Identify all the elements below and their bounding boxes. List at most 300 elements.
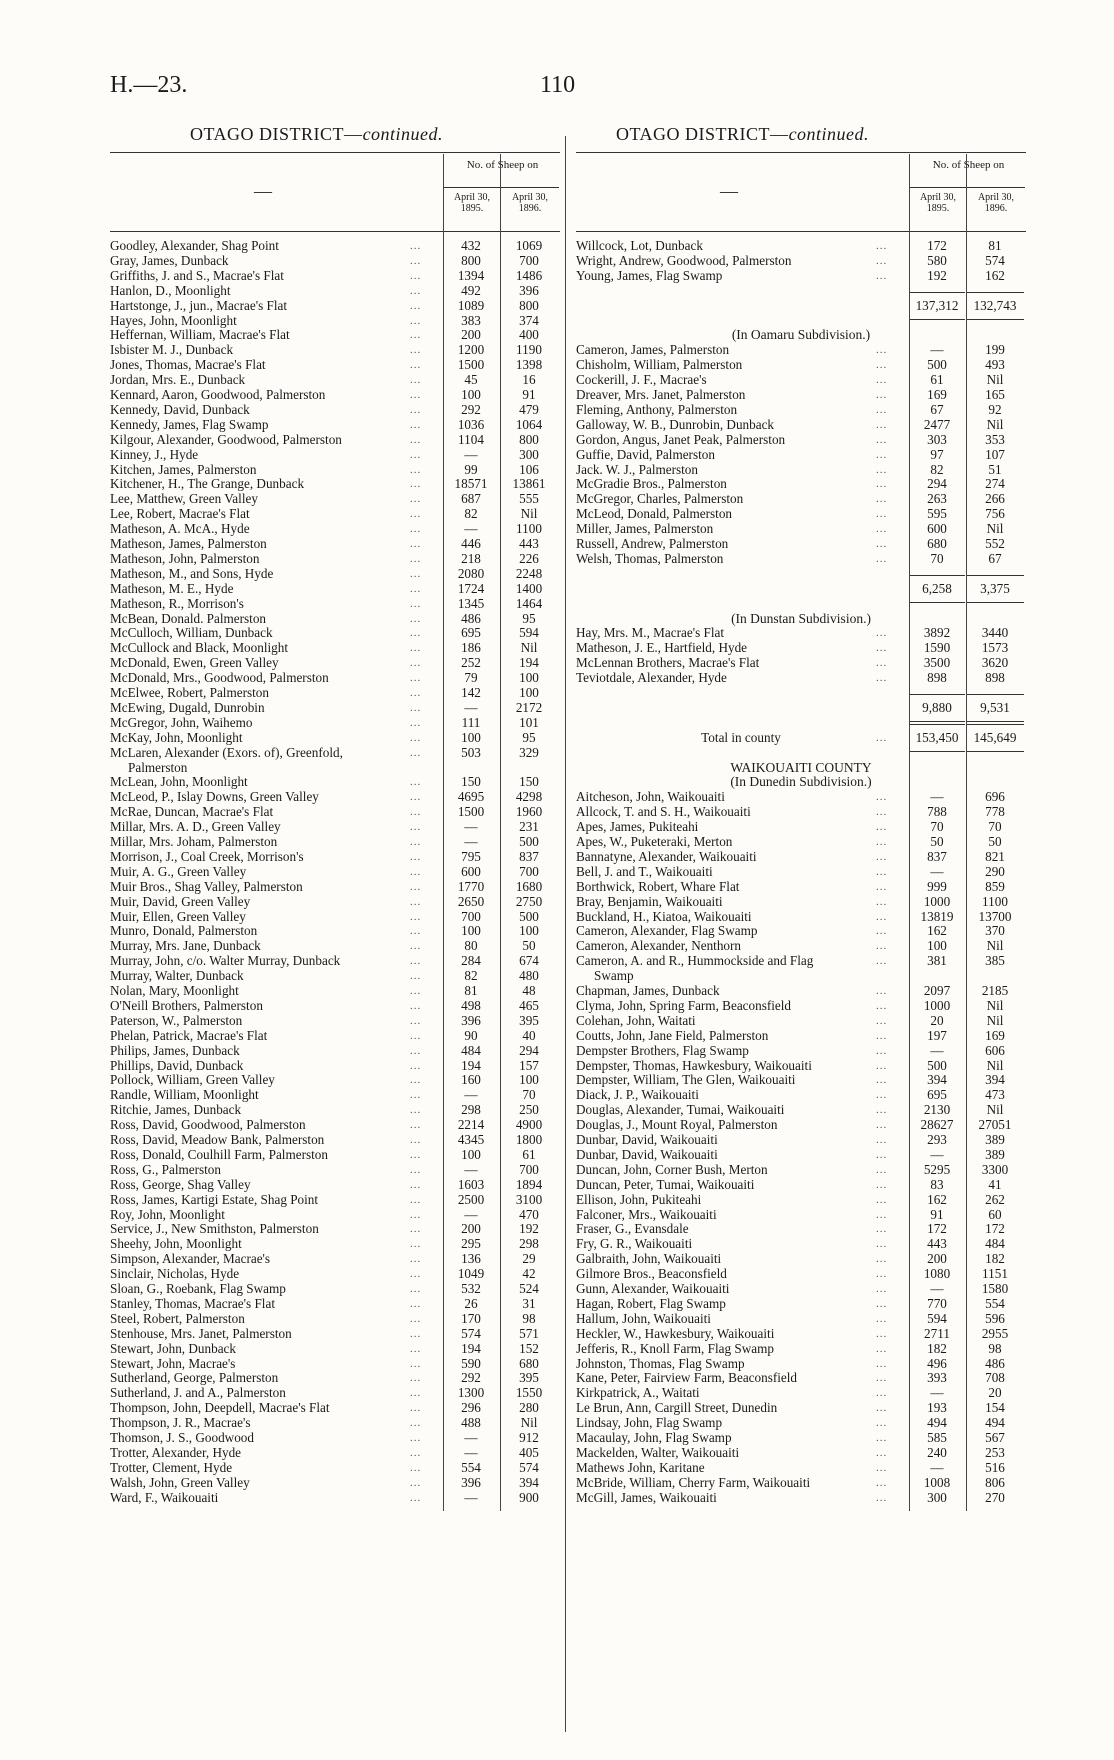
leader-dots: ...	[410, 1491, 422, 1504]
sheep-1895: 1590	[923, 640, 951, 656]
sheep-1895: 1104	[458, 431, 484, 447]
table-row	[576, 864, 1026, 880]
owner-name: Fry, G. R., Waikouaiti	[576, 1236, 693, 1252]
sheep-1895: 1008	[923, 1474, 951, 1490]
sheep-1896: 900	[519, 1489, 539, 1505]
sheep-1896: 270	[985, 1489, 1005, 1505]
owner-name: Matheson, A. McA., Hyde	[110, 521, 250, 537]
table-row	[110, 730, 560, 746]
leader-dots: ...	[410, 910, 422, 923]
leader-dots: ...	[876, 1238, 888, 1251]
sheep-1895: 554	[461, 1459, 481, 1475]
leader-dots: ...	[410, 1432, 422, 1444]
leader-dots: ...	[876, 1402, 888, 1415]
sheep-1896: 400	[519, 327, 539, 343]
owner-name: Buckland, H., Kiatoa, Waikouaiti	[576, 908, 752, 924]
owner-name: Thompson, J. R., Macrae's	[110, 1415, 251, 1431]
table-row	[576, 1430, 1026, 1446]
leader-dots: ...	[410, 985, 422, 997]
leader-dots: ...	[410, 1268, 422, 1281]
sheep-1896: 1464	[515, 595, 543, 611]
sheep-1895: 100	[461, 387, 481, 402]
sheep-1895: 172	[927, 238, 947, 253]
table-row	[576, 313, 1026, 329]
leader-dots: ...	[410, 1014, 422, 1027]
sheep-1896: 837	[519, 848, 539, 864]
sheep-1896: Nil	[986, 416, 1004, 432]
sheep-1896: 2248	[515, 565, 543, 581]
sheep-1896: 226	[519, 550, 539, 566]
table-row	[110, 551, 560, 567]
sheep-1895: 200	[927, 1251, 947, 1267]
table-row	[110, 670, 560, 686]
leader-dots: ...	[410, 1178, 422, 1191]
table-row	[576, 1251, 1026, 1267]
leader-dots: ...	[410, 403, 422, 416]
sheep-1896: 253	[985, 1444, 1005, 1460]
table-row	[110, 1490, 560, 1506]
table-row	[576, 953, 1026, 969]
sheep-1896: 1680	[515, 878, 543, 894]
table-row	[576, 596, 1026, 612]
leader-dots: ...	[410, 612, 422, 625]
table-row	[576, 238, 1026, 254]
sheep-1895: 590	[461, 1355, 481, 1371]
sheep-1895: 153,450	[909, 724, 965, 752]
leader-dots: ...	[410, 1148, 422, 1161]
table-row	[576, 462, 1026, 478]
owner-name: Stanley, Thomas, Macrae's Flat	[110, 1295, 275, 1311]
leader-dots: ...	[410, 314, 422, 327]
leader-dots: ...	[876, 791, 888, 804]
table-row	[576, 342, 1026, 358]
table-row	[576, 1132, 1026, 1148]
owner-name: McDonald, Mrs., Goodwood, Palmerston	[110, 670, 329, 686]
leader-dots: ...	[410, 567, 422, 580]
sheep-1896: 516	[985, 1459, 1005, 1475]
sheep-1895: —	[464, 521, 478, 537]
leader-dots: ...	[410, 1238, 422, 1251]
sheep-1895: 252	[461, 655, 481, 671]
leader-dots: ...	[876, 1119, 888, 1132]
owner-name: Kennedy, James, Flag Swamp	[110, 416, 269, 432]
owner-name: Allcock, T. and S. H., Waikouaiti	[576, 804, 751, 820]
sheep-1895: 492	[461, 282, 481, 298]
subtotal-row	[576, 700, 1026, 716]
table-row	[110, 1221, 560, 1237]
leader-dots: ...	[876, 1059, 888, 1072]
sheep-1896: 100	[519, 670, 539, 686]
leader-dots: ...	[876, 910, 888, 923]
owner-name: Roy, John, Moonlight	[110, 1206, 225, 1222]
sheep-1896: 70	[522, 1087, 536, 1103]
owner-name: McBean, Donald. Palmerston	[110, 610, 267, 626]
owner-name: McLeod, P., Islay Downs, Green Valley	[110, 789, 319, 805]
sheep-1896: 60	[988, 1206, 1002, 1222]
owner-name: Aitcheson, John, Waikouaiti	[576, 789, 725, 805]
left-column	[110, 152, 560, 1505]
sheep-1896: 266	[985, 491, 1005, 507]
sheep-1895: 695	[927, 1087, 947, 1103]
leader-dots: ...	[410, 523, 422, 536]
sheep-1896: 154	[985, 1400, 1005, 1416]
sheep-1896: 465	[519, 997, 539, 1013]
sheep-1896: 1069	[515, 238, 543, 253]
sheep-1896: 9,531	[966, 694, 1024, 722]
leader-dots: ...	[410, 418, 422, 431]
owner-name: Douglas, J., Mount Royal, Palmerston	[576, 1117, 778, 1133]
sheep-1896: 150	[519, 774, 539, 790]
leader-dots: ...	[876, 1148, 888, 1161]
sheep-1896: 708	[985, 1370, 1005, 1386]
sheep-1895: 160	[461, 1072, 481, 1088]
sheep-1895: 1300	[457, 1385, 485, 1401]
owner-name: Duncan, John, Corner Bush, Merton	[576, 1161, 768, 1177]
leader-dots: ...	[876, 880, 888, 893]
owner-name: McEwing, Dugald, Dunrobin	[110, 699, 265, 715]
sheep-1895: —	[930, 1385, 944, 1401]
sheep-1896: 374	[519, 312, 539, 328]
leader-dots: ...	[876, 1476, 888, 1489]
sheep-1896: Nil	[986, 521, 1004, 537]
sheep-1895: 494	[927, 1415, 947, 1431]
table-row	[110, 238, 560, 254]
left-title: OTAGO DISTRICT—continued.	[190, 124, 444, 144]
sheep-1896: 800	[519, 431, 539, 447]
leader-dots: ...	[410, 597, 422, 610]
sheep-1895: 97	[930, 446, 944, 462]
owner-name: Wright, Andrew, Goodwood, Palmerston	[576, 252, 792, 268]
table-row	[576, 625, 1026, 641]
sheep-1896: Nil	[986, 372, 1004, 388]
table-row	[110, 1326, 560, 1342]
owner-name: Apes, W., Puketeraki, Merton	[576, 834, 733, 849]
sheep-1895: 1500	[457, 357, 485, 373]
sheep-1896: 13861	[512, 476, 546, 492]
owner-name: McRae, Duncan, Macrae's Flat	[110, 804, 274, 820]
table-row	[110, 476, 560, 492]
sheep-1895: 484	[461, 1042, 481, 1058]
sheep-1896: 479	[519, 401, 539, 417]
leader-dots: ...	[410, 880, 422, 893]
sheep-1895: 4695	[457, 789, 485, 805]
owner-name: Thomson, J. S., Goodwood	[110, 1430, 254, 1445]
owner-name: (In Dunedin Subdivision.)	[730, 774, 872, 790]
table-row	[576, 387, 1026, 403]
sheep-1895: 99	[464, 461, 478, 477]
table-row	[110, 983, 560, 999]
sheep-1895: 594	[927, 1310, 947, 1326]
sheep-1896: 1064	[515, 416, 543, 432]
owner-name: Griffiths, J. and S., Macrae's Flat	[110, 267, 284, 283]
owner-name: Teviotdale, Alexander, Hyde	[576, 670, 727, 686]
table-row	[576, 1013, 1026, 1029]
sheep-1896: 898	[985, 670, 1005, 686]
column-rule	[966, 154, 967, 1511]
sheep-1896: 500	[519, 834, 539, 849]
sheep-1895: 432	[461, 238, 481, 253]
right-column	[576, 152, 1026, 1505]
sheep-1895: —	[464, 1161, 478, 1177]
leader-dots: ...	[410, 1297, 422, 1310]
leader-dots: ...	[410, 1283, 422, 1295]
table-row	[110, 685, 560, 701]
sheep-1896: 394	[985, 1072, 1005, 1088]
section-heading	[576, 774, 1026, 790]
table-row	[576, 268, 1026, 284]
sheep-1896: 370	[985, 923, 1005, 939]
sheep-1895: 50	[930, 834, 944, 849]
leader-dots: ...	[410, 1461, 422, 1474]
table-row	[110, 402, 560, 418]
sheep-1896: 50	[522, 938, 536, 954]
table-row	[110, 819, 560, 835]
owner-name: Hay, Mrs. M., Macrae's Flat	[576, 625, 725, 641]
table-row	[110, 715, 560, 731]
owner-name: Kinney, J., Hyde	[110, 446, 199, 462]
owner-name: Galbraith, John, Waikouaiti	[576, 1251, 722, 1267]
sheep-1896: 680	[519, 1355, 539, 1371]
sheep-1895: 100	[461, 729, 481, 745]
table-row	[110, 447, 560, 463]
owner-name: Le Brun, Ann, Cargill Street, Dunedin	[576, 1400, 778, 1416]
sheep-1896: 3100	[515, 1191, 543, 1207]
right-header-col-b: April 30, 1896.	[966, 187, 1025, 228]
owner-name: Matheson, J. E., Hartfield, Hyde	[576, 640, 748, 656]
owner-name: Diack, J. P., Waikouaiti	[576, 1087, 699, 1103]
owner-name: Nolan, Mary, Moonlight	[110, 983, 239, 998]
table-row	[110, 387, 560, 403]
sheep-1896: 31	[522, 1295, 536, 1311]
sheep-1895: 240	[927, 1444, 947, 1460]
leader-dots: ...	[876, 418, 888, 431]
leader-dots: ...	[876, 1342, 888, 1355]
owner-name: Kane, Peter, Fairview Farm, Beaconsfield	[576, 1370, 798, 1386]
sheep-1896: 67	[988, 550, 1002, 566]
leader-dots: ...	[410, 552, 422, 565]
owner-name: Cameron, A. and R., Hummockside and Flag	[576, 953, 814, 969]
leader-dots: ...	[410, 1372, 422, 1385]
leader-dots: ...	[410, 776, 422, 789]
owner-name: Lindsay, John, Flag Swamp	[576, 1415, 723, 1431]
table-row	[110, 417, 560, 433]
sheep-1895: 600	[461, 863, 481, 879]
owner-name: Fleming, Anthony, Palmerston	[576, 401, 738, 417]
table-row	[110, 1132, 560, 1148]
table-row	[110, 283, 560, 299]
sheep-1896: 231	[519, 819, 539, 835]
owner-name: Stenhouse, Mrs. Janet, Palmerston	[110, 1325, 292, 1341]
leader-dots: ...	[876, 552, 888, 565]
leader-dots: ...	[410, 716, 422, 729]
sheep-1895: —	[464, 1444, 478, 1460]
sheep-1895: 687	[461, 491, 481, 507]
leader-dots: ...	[876, 1461, 888, 1474]
leader-dots: ...	[876, 1163, 888, 1176]
column-rule	[443, 154, 444, 1511]
table-row	[110, 1356, 560, 1372]
owner-name: Duncan, Peter, Tumai, Waikouaiti	[576, 1176, 755, 1192]
owner-name: Kitchener, H., The Grange, Dunback	[110, 476, 305, 492]
leader-dots: ...	[410, 1193, 422, 1206]
owner-name: O'Neill Brothers, Palmerston	[110, 997, 263, 1013]
sheep-1895: 90	[464, 1027, 478, 1043]
sheep-1895: 1770	[457, 878, 485, 894]
leader-dots: ...	[410, 538, 422, 550]
table-row	[576, 357, 1026, 373]
left-header-col-a: April 30, 1895.	[443, 187, 500, 228]
owner-name: Muir, A. G., Green Valley	[110, 863, 247, 879]
leader-dots: ...	[876, 1134, 888, 1146]
table-row	[576, 1281, 1026, 1297]
owner-name: Johnston, Thomas, Flag Swamp	[576, 1355, 745, 1371]
table-row	[576, 789, 1026, 805]
owner-name: Matheson, R., Morrison's	[110, 595, 244, 611]
sheep-1895: 186	[461, 640, 481, 656]
owner-name: Coutts, John, Jane Field, Palmerston	[576, 1027, 769, 1043]
leader-dots: ...	[876, 821, 888, 834]
owner-name: Ellison, John, Pukiteahi	[576, 1191, 702, 1207]
owner-name: Kitchen, James, Palmerston	[110, 461, 257, 477]
owner-name: McCulloch, William, Dunback	[110, 625, 273, 641]
sheep-1895: 293	[927, 1132, 947, 1147]
owner-name: Hayes, John, Moonlight	[110, 312, 237, 328]
sheep-1896: 470	[519, 1206, 539, 1222]
owner-name: Kilgour, Alexander, Goodwood, Palmerston	[110, 431, 342, 447]
sheep-1896: 800	[519, 297, 539, 313]
sheep-1896: Nil	[986, 1102, 1004, 1118]
sheep-1896: 95	[522, 729, 536, 745]
owner-name: (In Oamaru Subdivision.)	[731, 327, 871, 343]
table-row	[110, 789, 560, 805]
sheep-1896: Nil	[520, 506, 538, 522]
leader-dots: ...	[876, 359, 888, 372]
table-row	[576, 1087, 1026, 1103]
owner-name: Trotter, Clement, Hyde	[110, 1459, 233, 1475]
table-row	[576, 745, 1026, 761]
leader-dots: ...	[876, 627, 888, 640]
table-row	[110, 1251, 560, 1267]
owner-name: Ross, James, Kartigi Estate, Shag Point	[110, 1191, 319, 1207]
leader-dots: ...	[410, 344, 422, 357]
sheep-1896: 1486	[515, 267, 543, 283]
owner-name: Phelan, Patrick, Macrae's Flat	[110, 1027, 268, 1043]
table-row	[576, 432, 1026, 448]
owner-name: Mackelden, Walter, Waikouaiti	[576, 1444, 740, 1460]
sheep-1896: 199	[985, 342, 1005, 358]
sheep-1896: 300	[519, 446, 539, 462]
leader-dots: ...	[410, 582, 422, 595]
owner-name: Chapman, James, Dunback	[576, 983, 720, 998]
owner-name: McLennan Brothers, Macrae's Flat	[576, 655, 760, 671]
table-row	[110, 879, 560, 895]
sheep-1896: 3440	[981, 625, 1009, 641]
table-row	[110, 1415, 560, 1431]
sheep-1895: 486	[461, 610, 481, 626]
owner-name: Young, James, Flag Swamp	[576, 267, 723, 283]
owner-name: Phillips, David, Dunback	[110, 1057, 244, 1073]
table-row	[110, 938, 560, 954]
sheep-1895: 795	[461, 848, 481, 864]
sheep-1895: —	[930, 863, 944, 879]
sheep-1896: 700	[519, 863, 539, 879]
sheep-1895: 4345	[457, 1132, 485, 1147]
sheep-1895: 1000	[923, 893, 951, 909]
owner-name: Gilmore Bros., Beaconsfield	[576, 1266, 727, 1282]
owner-name: Hallum, John, Waikouaiti	[576, 1310, 711, 1326]
table-row	[110, 611, 560, 627]
table-row	[110, 1266, 560, 1282]
sheep-1896: 192	[519, 1221, 539, 1237]
leader-dots: ...	[876, 240, 888, 252]
sheep-1896: 395	[519, 1012, 539, 1028]
sheep-1895: 197	[927, 1027, 947, 1043]
leader-dots: ...	[876, 254, 888, 267]
leader-dots: ...	[410, 821, 422, 834]
leader-dots: ...	[410, 374, 422, 387]
table-row	[110, 313, 560, 329]
sheep-1895: 295	[461, 1236, 481, 1252]
sheep-1896: 2172	[515, 699, 543, 715]
table-row	[110, 760, 560, 776]
owner-name: Sloan, G., Roebank, Flag Swamp	[110, 1281, 286, 1296]
leader-dots: ...	[410, 1089, 422, 1102]
leader-dots: ...	[410, 895, 422, 908]
sheep-1896: 2185	[981, 983, 1009, 998]
leader-dots: ...	[410, 240, 422, 252]
owner-name: McLaren, Alexander (Exors. of), Greenfold,	[110, 744, 343, 760]
table-row	[110, 1296, 560, 1312]
sheep-1896: 524	[519, 1281, 539, 1296]
sheep-1895: 45	[464, 372, 478, 388]
sheep-1896: 571	[519, 1325, 539, 1341]
sheep-1895: 695	[461, 625, 481, 641]
sheep-1895: 294	[927, 476, 947, 492]
sheep-1896: 443	[519, 536, 539, 551]
sheep-1896: 480	[519, 968, 539, 984]
owner-name: Dreaver, Mrs. Janet, Palmerston	[576, 387, 746, 402]
sheep-1895: 192	[927, 267, 947, 283]
sheep-1896: 50	[988, 834, 1002, 849]
left-header-group: No. of Sheep on	[443, 159, 561, 171]
leader-dots: ...	[876, 463, 888, 476]
sheep-1895: 1394	[457, 267, 485, 283]
leader-dots: ...	[410, 284, 422, 297]
leader-dots: ...	[410, 389, 422, 401]
table-row	[576, 834, 1026, 850]
sheep-1895: 2130	[923, 1102, 951, 1118]
table-row	[110, 1311, 560, 1327]
owner-name: McGregor, John, Waihemo	[110, 714, 253, 730]
owner-name: Gray, James, Dunback	[110, 252, 229, 268]
sheep-1895: 13819	[920, 908, 954, 924]
sheep-1896: 700	[519, 252, 539, 268]
owner-name: McBride, William, Cherry Farm, Waikouaiti	[576, 1474, 811, 1490]
sheep-1895: 284	[461, 953, 481, 969]
leader-dots: ...	[876, 389, 888, 401]
sheep-1896: 91	[522, 387, 536, 402]
table-row	[110, 1177, 560, 1193]
leader-dots: ...	[410, 1387, 422, 1400]
sheep-1896: 145,649	[966, 724, 1024, 752]
table-row	[110, 1013, 560, 1029]
sheep-1895: 137,312	[909, 292, 965, 320]
table-row	[576, 1058, 1026, 1074]
leader-dots: ...	[876, 1432, 888, 1444]
leader-dots: ...	[410, 1417, 422, 1430]
table-row	[110, 1087, 560, 1103]
owner-name: Service, J., New Smithston, Palmerston	[110, 1221, 319, 1237]
